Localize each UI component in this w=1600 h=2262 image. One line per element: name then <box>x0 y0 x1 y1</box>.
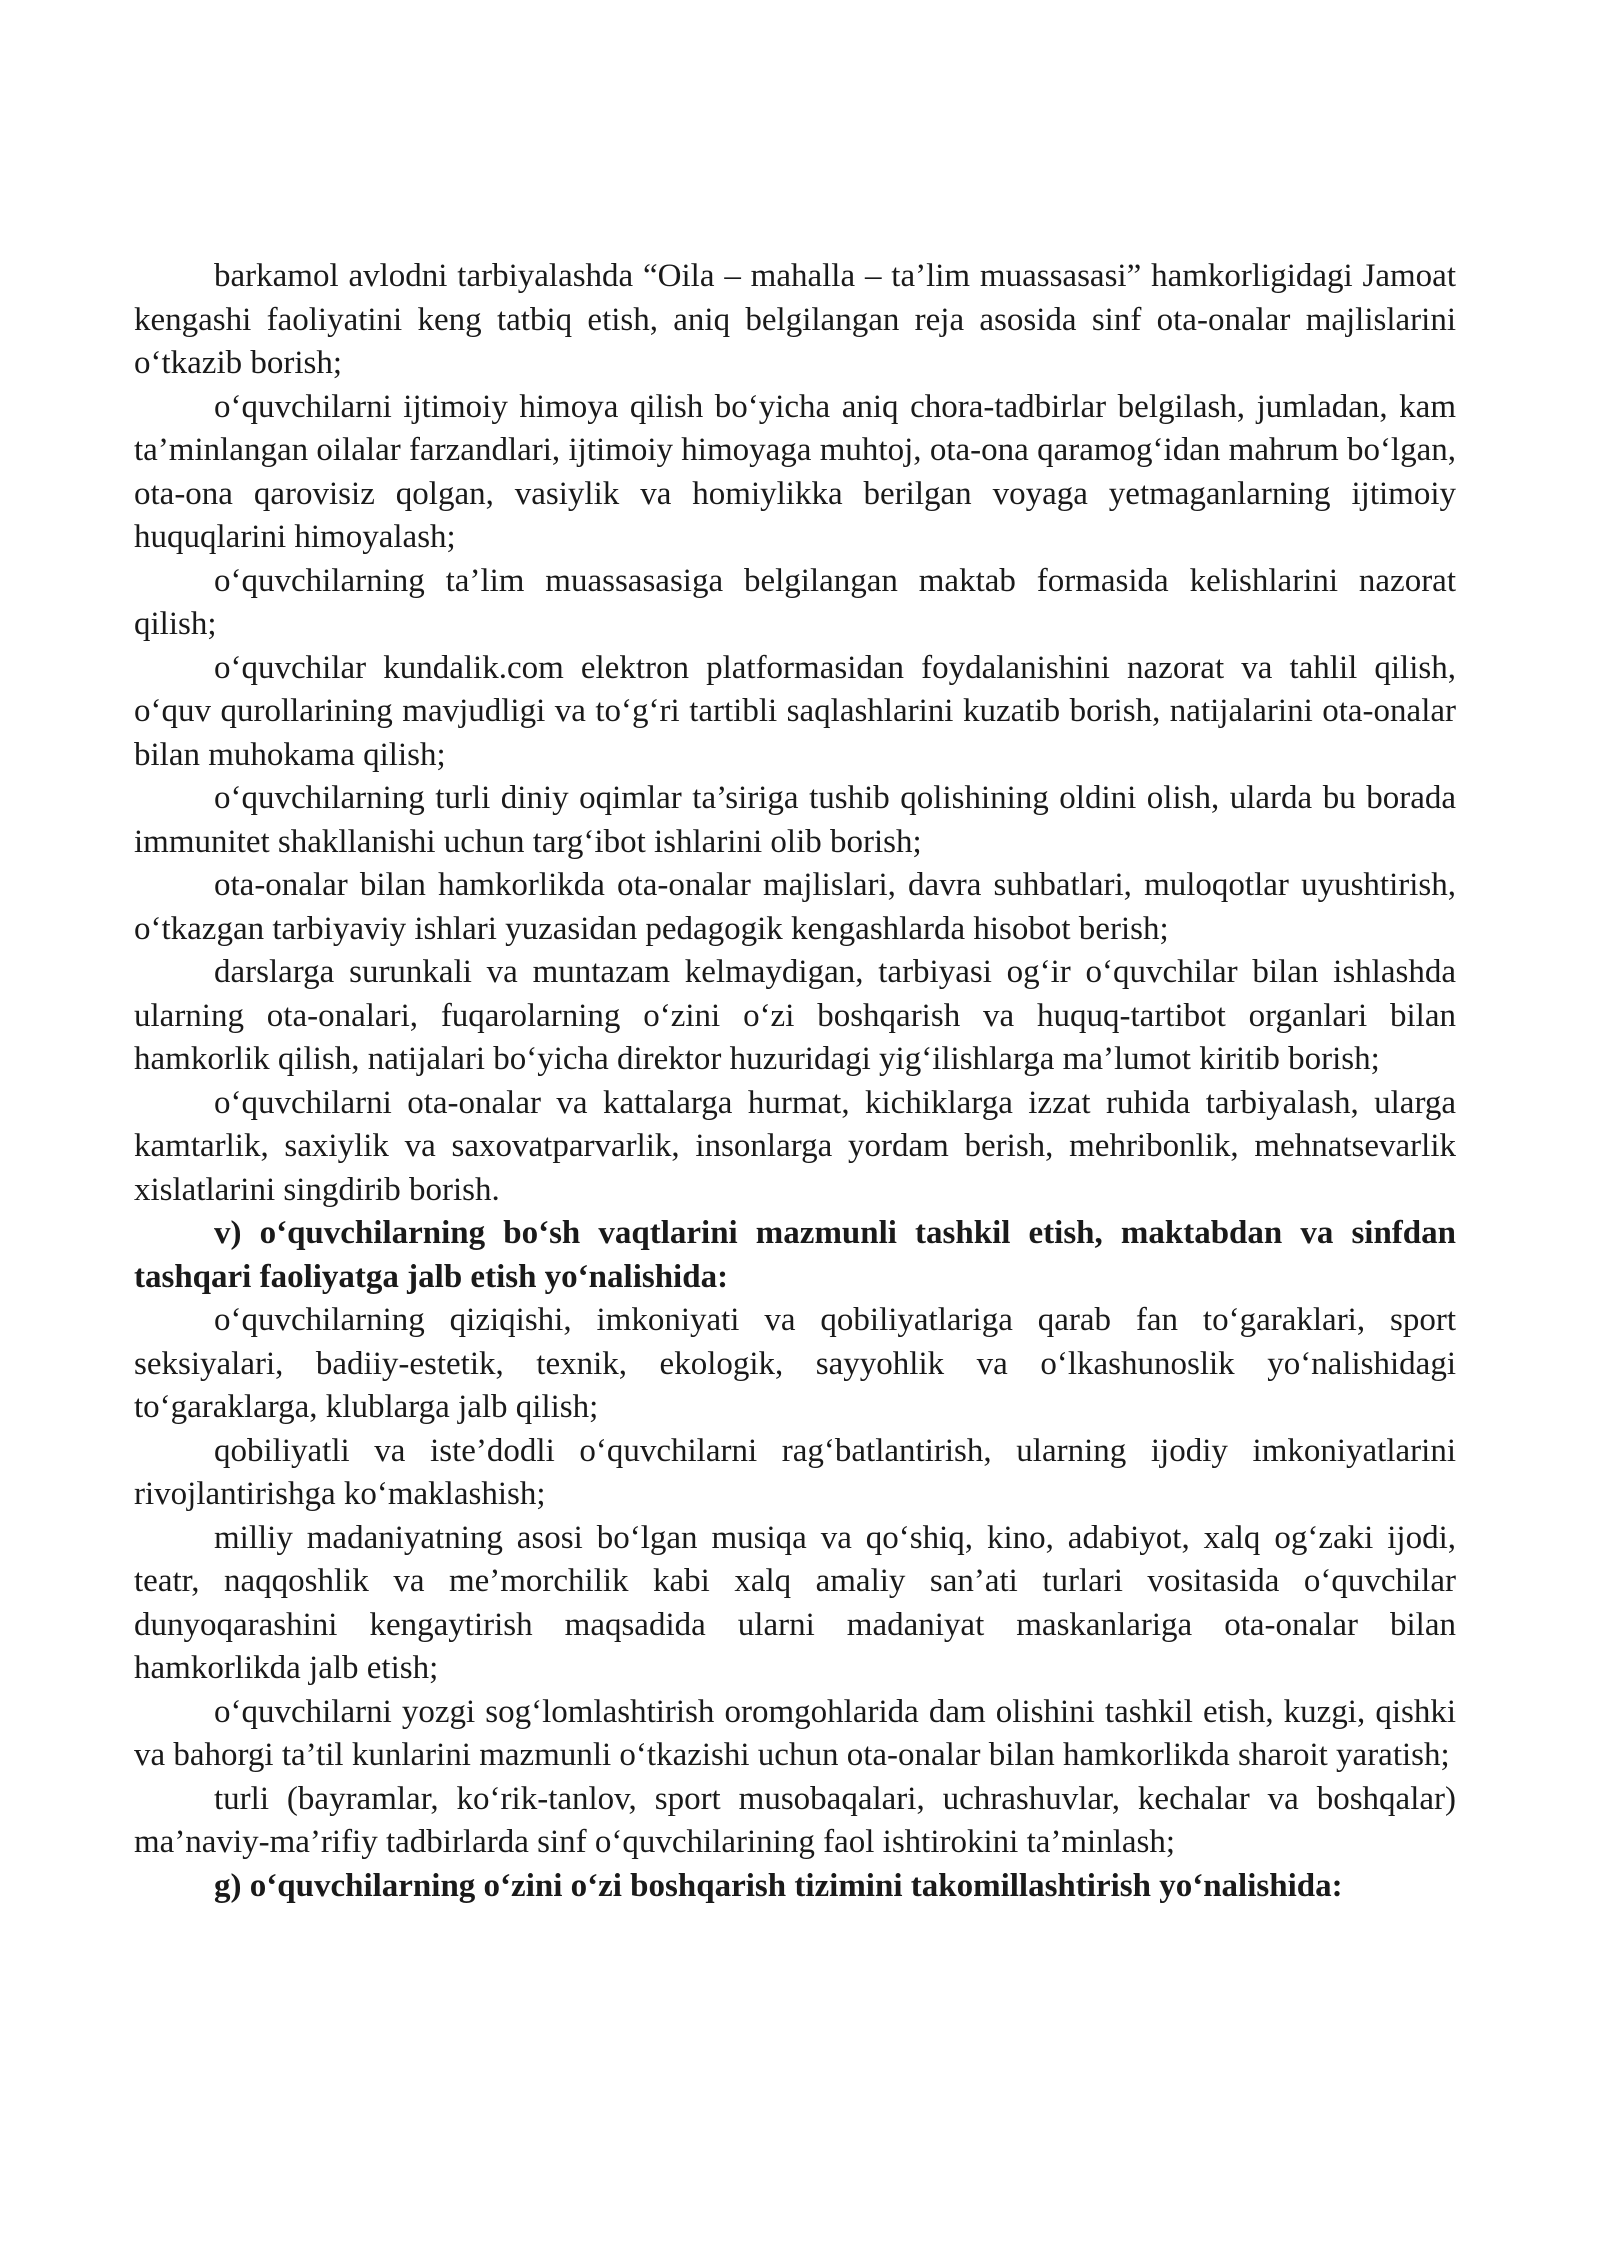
section-label-g: g) <box>214 1867 242 1904</box>
section-heading-g <box>134 1865 1456 1909</box>
section-label-v: v) <box>214 1215 242 1251</box>
paragraph-8: o‘quvchilarni ota-onalar va kattalarga hurmat, kichiklarga izzat ruhida tarbiyalash, ularga kamtarlik, saxiylik va saxovatparvarlik, insonlarga yordam berish, mehribonlik, mehnatsevarlik xislatlarini singdirib borish. <box>134 1084 1456 1208</box>
document-page <box>134 255 1456 1908</box>
paragraph-4: o‘quvchilar kundalik.com elektron platformasidan foydalanishini nazorat va tahlil qilish, o‘quv qurollarining mavjudligi va to‘g‘ri tartibli saqlashlarini kuzatib borish, natijalarini ota-onalar bilan muhokama qilish; <box>134 649 1456 773</box>
paragraph-6: ota-onalar bilan hamkorlikda ota-onalar majlislari, davra suhbatlari, muloqotlar uyushtirish, o‘tkazgan tarbiyaviy ishlari yuzasidan pedagogik kengashlarda hisobot berish; <box>134 867 1456 947</box>
paragraph-7: darslarga surunkali va muntazam kelmaydigan, tarbiyasi og‘ir o‘quvchilar bilan ishlashda ularning ota-onalari, fuqarolarning o‘zini o‘zi boshqarish va huquq-tartibot organlari bilan hamkorlik qilish, natijalari bo‘yicha direktor huzuridagi yig‘ilishlarga ma’lumot kiritib borish; <box>134 954 1456 1077</box>
paragraph-2: o‘quvchilarni ijtimoiy himoya qilish bo‘yicha aniq chora-tadbirlar belgilash, jumladan, kam ta’minlangan oilalar farzandlari, ijtimoiy himoyaga muhtoj, ota-ona qaramog‘idan mahrum bo‘lgan, ota-ona qarovisiz qolgan, vasiylik va homiylikka berilgan voyaga yetmaganlarning ijtimoiy huquqlarini himoyalash; <box>134 388 1456 555</box>
section-heading-v-text: o‘quvchilarning bo‘sh vaqtlarini mazmunli tashkil etish, maktabdan va sinfdan tashqari faoliyatga jalb etish yo‘nalishida: <box>134 1215 1456 1295</box>
paragraph-9: o‘quvchilarning qiziqishi, imkoniyati va qobiliyatlariga qarab fan to‘garaklari, sport seksiyalari, badiiy-estetik, texnik, ekologik, sayyohlik va o‘lkashunoslik yo‘nalishidagi to‘garaklarga, klublarga jalb qilish; <box>134 1302 1456 1425</box>
paragraph-1: barkamol avlodni tarbiyalashda “Oila – mahalla – ta’lim muassasasi” hamkorligidagi Jamoat kengashi faoliyatini keng tatbiq etish, aniq belgilangan reja asosida sinf ota-onalar majlislarini o‘tkazib borish; <box>134 258 1456 381</box>
paragraph-3: o‘quvchilarning ta’lim muassasasiga belgilangan maktab formasida kelishlarini nazorat qilish; <box>134 562 1456 642</box>
paragraph-5: o‘quvchilarning turli diniy oqimlar ta’siriga tushib qolishining oldini olish, ularda bu borada immunitet shakllanishi uchun targ‘ibot ishlarini olib borish; <box>134 780 1456 860</box>
paragraph-11: milliy madaniyatning asosi bo‘lgan musiqa va qo‘shiq, kino, adabiyot, xalq og‘zaki ijodi, teatr, naqqoshlik va me’morchilik kabi xalq amaliy san’ati turlari vositasida o‘quvchilar dunyoqarashini kengaytirish maqsadida ularni madaniyat maskanlariga ota-onalar bilan hamkorlikda jalb etish; <box>134 1519 1456 1686</box>
section-heading-v <box>134 1212 1456 1299</box>
paragraph-13: turli (bayramlar, ko‘rik-tanlov, sport musobaqalari, uchrashuvlar, kechalar va boshqalar) ma’naviy-ma’rifiy tadbirlarda sinf o‘quvchilarining faol ishtirokini ta’minlash; <box>134 1780 1456 1860</box>
paragraph-10: qobiliyatli va iste’dodli o‘quvchilarni rag‘batlantirish, ularning ijodiy imkoniyatlarini rivojlantirishga ko‘maklashish; <box>134 1432 1456 1512</box>
section-heading-g-text: o‘quvchilarning o‘zini o‘zi boshqarish tizimini takomillashtirish yo‘nalishida: <box>249 1867 1343 1904</box>
paragraph-12: o‘quvchilarni yozgi sog‘lomlashtirish oromgohlarida dam olishini tashkil etish, kuzgi, qishki va bahorgi ta’til kunlarini mazmunli o‘tkazishi uchun ota-onalar bilan hamkorlikda sharoit yaratish; <box>134 1693 1456 1773</box>
